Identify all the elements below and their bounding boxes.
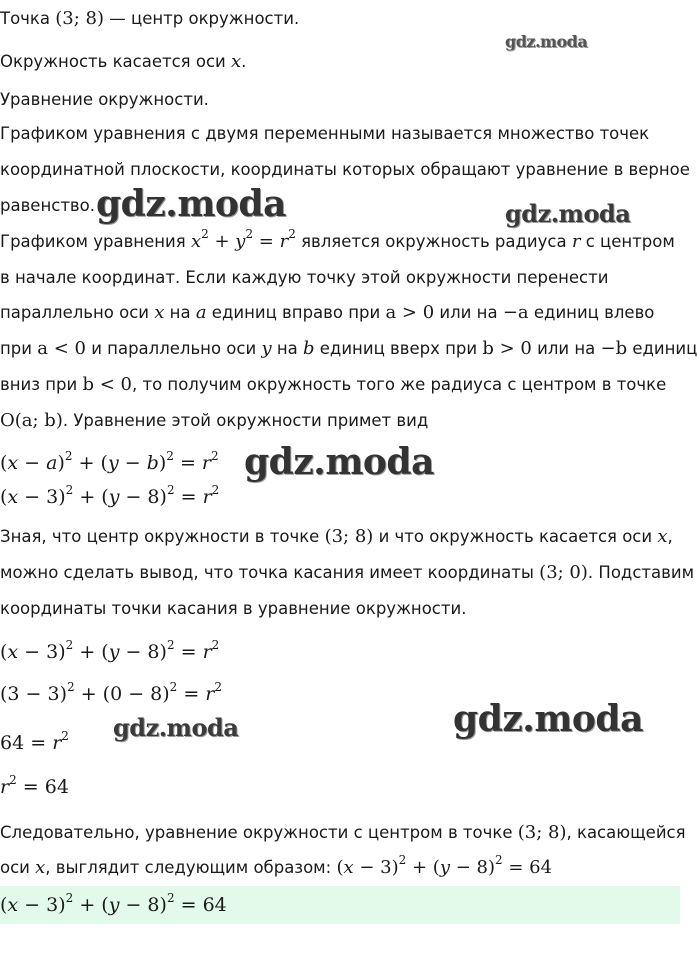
text-line: Зная, что центр окружности в точке (3; 8) и что окружность касается оси x, [0, 526, 673, 547]
answer-formula: $(x - 3)^2 + (y - 8)^2 = 64$ [0, 891, 227, 916]
watermark: gdz.moda [505, 32, 588, 51]
math-inline: $x^2 + y^2 = r^2$ [190, 227, 296, 252]
watermark: gdz.moda [453, 698, 643, 740]
text-line: Графиком уравнения $x^2 + y^2 = r^2$ является окружность радиуса r с центром [0, 227, 675, 252]
formula-step-1: $(x - 3)^2 + (y - 8)^2 = r^2$ [0, 638, 220, 663]
watermark: gdz.moda [113, 713, 239, 742]
text-line: O(a; b). Уравнение этой окружности примет вид [0, 410, 429, 431]
text-line: равенство. [0, 196, 95, 215]
text-line: Уравнение окружности. [0, 90, 209, 109]
text-line: можно сделать вывод, что точка касания имеет координаты (3; 0). Подставим [0, 562, 695, 583]
text-line: Точка (3; 8) — центр окружности. [0, 8, 300, 29]
formula-step-2: $(3 - 3)^2 + (0 - 8)^2 = r^2$ [0, 680, 223, 705]
watermark: gdz.moda [96, 183, 286, 225]
watermark: gdz.moda [244, 441, 434, 483]
formula-step-4: $r^2 = 64$ [0, 773, 69, 798]
answer-box [0, 886, 680, 924]
formula-specific: $(x - 3)^2 + (y - 8)^2 = r^2$ [0, 483, 220, 508]
text-line: вниз при b < 0, то получим окружность того же радиуса с центром в точке [0, 374, 667, 395]
formula-general: $(x - a)^2 + (y - b)^2 = r^2$ [0, 449, 219, 474]
text-line: координаты точки касания в уравнение окружности. [0, 599, 467, 618]
text-line: Окружность касается оси x. [0, 51, 247, 72]
text-line: Следовательно, уравнение окружности с центром в точке (3; 8), касающейся [0, 822, 686, 843]
text-line: Графиком уравнения с двумя переменными называется множество точек [0, 124, 650, 143]
text-line: при a < 0 и параллельно оси y на b единиц вверх при b > 0 или на −b единиц [0, 338, 697, 359]
text-line: в начале координат. Если каждую точку этой окружности перенести [0, 268, 609, 287]
watermark: gdz.moda [505, 199, 631, 228]
math-inline: $(x - 3)^2 + (y - 8)^2 = 64$ [336, 853, 553, 878]
text-line: параллельно оси x на a единиц вправо при a > 0 или на −a единиц влево [0, 302, 655, 323]
formula-step-3: $64 = r^2$ [0, 729, 69, 754]
text-line: оси x, выглядит следующим образом: $(x - 3)^2 + (y - 8)^2 = 64$ [0, 853, 553, 878]
text-line: координатной плоскости, координаты которых обращают уравнение в верное [0, 160, 690, 179]
